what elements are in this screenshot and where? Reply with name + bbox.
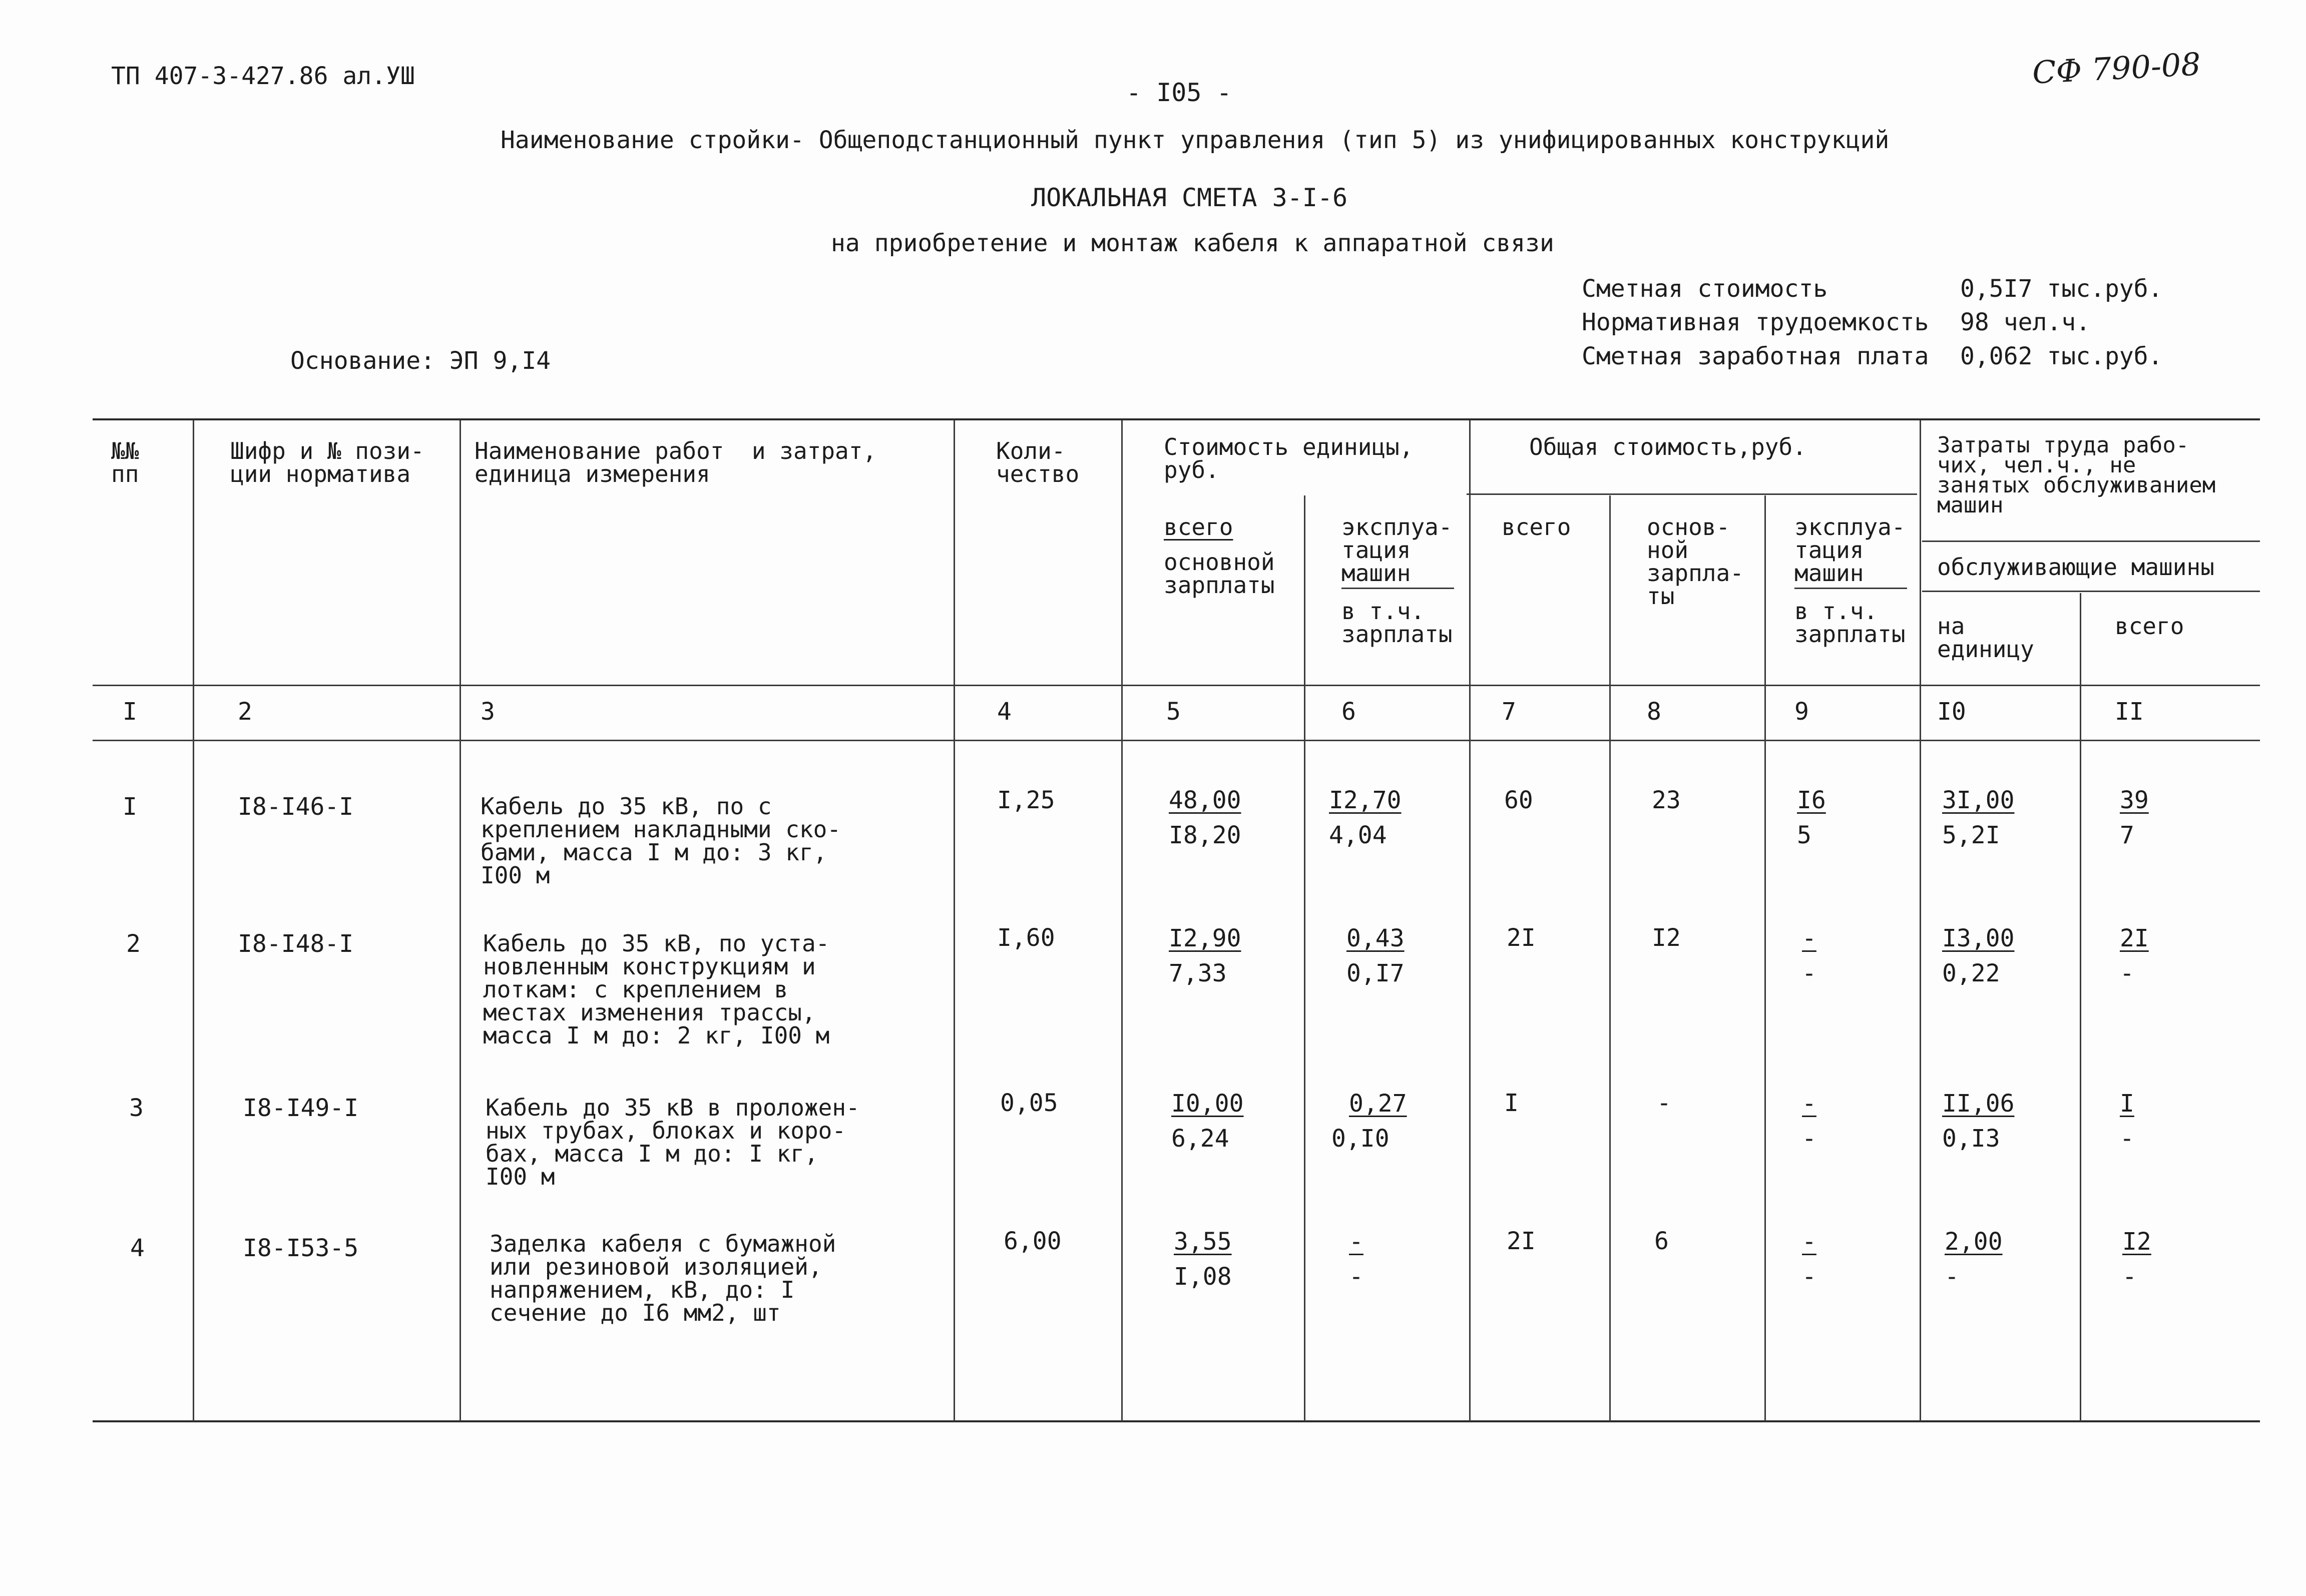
col-divider-10 — [2080, 593, 2081, 1421]
col-divider-4 — [1121, 420, 1123, 1421]
col-divider-5 — [1304, 495, 1305, 1421]
row-c5: $\frac{I0,00}{6,24}$ — [1171, 1090, 1244, 1153]
header-labor: Затраты труда рабо- чих, чел.ч., не занятых обслуживанием машин — [1937, 432, 2216, 518]
row-qty: I,25 — [997, 786, 1055, 814]
row-c8: I2 — [1652, 924, 1681, 952]
col-number: 9 — [1794, 698, 1809, 726]
row-c9: - - — [1802, 1228, 1816, 1291]
header-c6-top: эксплуа- тация машин — [1341, 513, 1453, 587]
col-divider-2 — [459, 420, 461, 1421]
header-unit-cost: Стоимость единицы, руб. — [1164, 433, 1414, 483]
row-code: I8-I46-I — [238, 793, 354, 821]
header-labor-sub: обслуживающие машины — [1937, 554, 2214, 581]
header-c6-bottom: в т.ч. зарплаты — [1341, 598, 1453, 648]
row-c10: $\frac{I3,00}{0,22}$ — [1942, 924, 2015, 987]
header-qty: Коли- чество — [996, 437, 1080, 487]
row-c6: - - — [1349, 1228, 1363, 1291]
row-c11: I2 - — [2122, 1228, 2151, 1291]
row-code: I8-I48-I — [238, 930, 354, 958]
table-top-rule — [93, 418, 2260, 420]
row-c5: $\frac{I2,90}{7,33}$ — [1169, 924, 1241, 987]
row-number: 3 — [129, 1094, 144, 1122]
c9-fraction-line — [1794, 588, 1907, 589]
summary-value-cost: 0,5I7 тыс.руб. — [1960, 275, 2163, 303]
header-c8: основ- ной зарпла- ты — [1647, 513, 1744, 610]
col-divider-1 — [193, 420, 194, 1421]
row-c9: - - — [1802, 924, 1816, 987]
col-number: 3 — [481, 698, 495, 726]
row-c7: I — [1504, 1089, 1519, 1117]
document-code: ТП 407-3-427.86 ал.УШ — [111, 62, 415, 90]
row-qty: 0,05 — [1000, 1089, 1058, 1117]
row-c8: - — [1657, 1089, 1671, 1117]
col-number: 4 — [997, 698, 1012, 726]
row-code: I8-I53-5 — [243, 1234, 359, 1262]
row-c7: 60 — [1504, 786, 1533, 814]
col-number: 5 — [1166, 698, 1181, 726]
row-name: Кабель до 35 кВ, по с креплением накладными ско- бами, масса I м до: 3 кг, I00 м — [481, 793, 841, 889]
header-c9-top: эксплуа- тация машин — [1794, 513, 1906, 587]
table-bottom-rule — [93, 1420, 2260, 1422]
col-divider-6 — [1469, 420, 1471, 1421]
col-number: 6 — [1341, 698, 1356, 726]
row-c7: 2I — [1507, 1227, 1536, 1255]
summary-label-labor: Нормативная трудоемкость — [1582, 308, 1929, 336]
row-c9: $\frac{I6}{5}$ — [1797, 786, 1826, 849]
row-c10: 2,00 - — [1945, 1228, 2003, 1291]
row-c10: $\frac{3I,00}{5,2I}$ — [1942, 786, 2015, 849]
summary-label-wages: Сметная заработная плата — [1582, 342, 1929, 370]
header-code: Шифр и № пози- ции норматива — [230, 437, 424, 487]
row-number: 4 — [130, 1234, 145, 1262]
col-number: 7 — [1502, 698, 1516, 726]
row-name: Заделка кабеля с бумажной или резиновой изоляцией, напряжением, кВ, до: I сечение до I6 мм2, шт — [490, 1230, 836, 1326]
header-c11: всего — [2115, 613, 2184, 640]
page-number: - I05 - — [1126, 78, 1232, 107]
handwritten-code: СФ 790-08 — [2031, 46, 2202, 91]
row-qty: 6,00 — [1004, 1227, 1062, 1255]
row-number: I — [123, 793, 137, 821]
header-c7: всего — [1502, 513, 1571, 541]
row-c11: $\frac{39}{7}$ — [2120, 786, 2149, 849]
construction-name: Наименование стройки- Общеподстанционный пункт управления (тип 5) из унифицированных конструкций — [501, 126, 1890, 154]
row-c8: 6 — [1654, 1227, 1669, 1255]
row-c5: $\frac{3,55}{I,08}$ — [1174, 1228, 1232, 1291]
colnum-top-rule — [93, 685, 2260, 686]
col-number: I0 — [1937, 698, 1966, 726]
header-num: №№ пп — [111, 437, 139, 487]
col-number: 8 — [1647, 698, 1661, 726]
col-divider-8 — [1764, 495, 1766, 1421]
row-c11: 2I - — [2120, 924, 2149, 987]
row-c11: I - — [2120, 1090, 2134, 1153]
labor-subrule-1 — [1922, 541, 2260, 542]
unit-cost-subrule — [1467, 493, 1917, 495]
row-c5: $\frac{48,00}{I8,20}$ — [1169, 786, 1241, 849]
row-name: Кабель до 35 кВ в проложен- ных трубах, блоках и коро- бах, масса I м до: I кг, I00 м — [486, 1094, 860, 1190]
summary-label-cost: Сметная стоимость — [1582, 275, 1828, 303]
row-c9: - - — [1802, 1090, 1816, 1153]
header-c5-top: всего — [1164, 513, 1233, 541]
header-name: Наименование работ и затрат, единица измерения — [475, 437, 877, 487]
header-c5-bottom: основной зарплаты — [1164, 549, 1275, 599]
row-code: I8-I49-I — [243, 1094, 359, 1122]
row-c8: 23 — [1652, 786, 1681, 814]
row-qty: I,60 — [997, 924, 1055, 952]
c6-fraction-line — [1341, 588, 1454, 589]
colnum-bottom-rule — [93, 740, 2260, 741]
labor-subrule-2 — [1922, 591, 2260, 592]
col-divider-3 — [954, 420, 955, 1421]
header-total-cost: Общая стоимость,руб. — [1529, 433, 1806, 460]
row-number: 2 — [126, 930, 141, 958]
row-name: Кабель до 35 кВ, по уста- новленным конструкциям и лоткам: с креплением в местах изменения трассы, масса I м до: 2 кг, I00 м — [483, 930, 830, 1049]
col-number: I — [123, 698, 137, 726]
col-number: 2 — [238, 698, 252, 726]
row-c6: $\frac{I2,70}{4,04}$ — [1329, 786, 1402, 849]
header-c9-bottom: в т.ч. зарплаты — [1794, 598, 1906, 648]
row-c6: $\frac{0,43}{0,I7}$ — [1346, 924, 1405, 987]
row-c10: $\frac{II,06}{0,I3}$ — [1942, 1090, 2015, 1153]
estimate-title: ЛОКАЛЬНАЯ СМЕТА 3-I-6 — [1031, 183, 1348, 212]
col-number: II — [2115, 698, 2144, 726]
basis: Основание: ЭП 9,I4 — [290, 347, 551, 375]
col-divider-9 — [1920, 420, 1921, 1421]
row-c7: 2I — [1507, 924, 1536, 952]
col-divider-7 — [1609, 495, 1611, 1421]
header-c10: на единицу — [1937, 613, 2034, 663]
summary-value-wages: 0,062 тыс.руб. — [1960, 342, 2163, 370]
summary-value-labor: 98 чел.ч. — [1960, 308, 2091, 336]
estimate-subtitle: на приобретение и монтаж кабеля к аппаратной связи — [831, 229, 1554, 257]
row-c6: $\frac{0,27}{0,I0}$ — [1331, 1090, 1407, 1153]
